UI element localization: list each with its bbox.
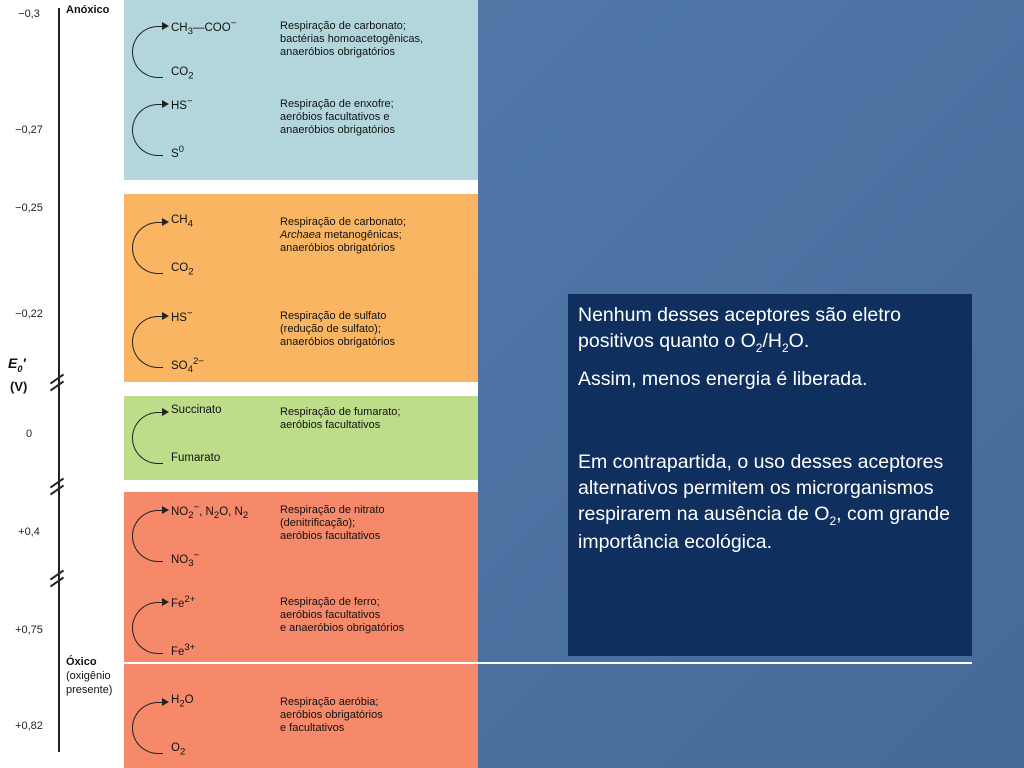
arrow-arc-icon	[132, 702, 163, 754]
pair-description: Respiração de carbonato; Archaea metanogênicas; anaeróbios obrigatórios	[280, 216, 406, 255]
redox-pair	[124, 212, 478, 282]
arrow-arc-icon	[132, 412, 163, 464]
arrow-arc-icon	[132, 222, 163, 274]
oxic-boundary-line	[124, 662, 972, 664]
tick-label: +0,75	[15, 624, 43, 636]
redox-pair	[124, 16, 478, 86]
chem-reduced: Succinato	[171, 404, 222, 416]
arrowhead-icon	[162, 312, 169, 320]
tick-label: −0,3	[18, 8, 40, 20]
pair-description: Respiração de enxofre; aeróbios facultativos e anaeróbios obrigatórios	[280, 98, 395, 137]
chem-reduced: HS−	[171, 308, 193, 324]
chem-oxidized: $NO_3^-$	[171, 550, 200, 570]
arrowhead-icon	[162, 22, 169, 30]
chem-reduced: $NO_2^-$, $N_2O$, $N_2$	[171, 502, 249, 522]
tick-label: +0,4	[18, 526, 40, 538]
axis-unit: (V)	[10, 379, 28, 394]
chem-oxidized: $Fe^{3+}$	[171, 642, 196, 658]
pair-description: Respiração de sulfato (redução de sulfato); anaeróbios obrigatórios	[280, 310, 395, 349]
arrow-arc-icon	[132, 602, 163, 654]
tick-label: −0,22	[15, 308, 43, 320]
arrow-arc-icon	[132, 26, 163, 78]
arrowhead-icon	[162, 218, 169, 226]
arrow-arc-icon	[132, 510, 163, 562]
redox-pair	[124, 94, 478, 164]
anoxic-label: Anóxico	[66, 4, 110, 16]
redox-pair	[124, 592, 478, 662]
textbox-paragraph-2: Assim, menos energia é liberada.	[578, 368, 868, 391]
explanation-textbox	[568, 294, 972, 656]
chem-oxidized: $SO_4^{2-}$	[171, 356, 204, 376]
axis-symbol: $E_0'$	[8, 355, 26, 374]
arrowhead-icon	[162, 408, 169, 416]
oxic-sublabel: presente)	[66, 684, 113, 696]
redox-diagram	[0, 0, 478, 768]
redox-pair	[124, 402, 478, 472]
chem-reduced: $CH_4$	[171, 214, 193, 230]
chem-oxidized: Fumarato	[171, 452, 221, 464]
arrow-arc-icon	[132, 316, 163, 368]
textbox-paragraph-3: Em contrapartida, o uso desses aceptores alternativos permitem os microrganismos respirarem na ausência de $O_2$, com grande importância ecológica.	[578, 450, 950, 554]
chem-oxidized: $CO_2$	[171, 262, 194, 278]
redox-pair	[124, 500, 478, 570]
chem-reduced: HS−	[171, 96, 193, 112]
textbox-paragraph-1: Nenhum desses aceptores são eletro positivos quanto o $O_2/H_2O$.	[578, 304, 902, 356]
oxic-label: Óxico	[66, 656, 97, 668]
axis-line	[58, 8, 60, 752]
redox-pair	[124, 692, 478, 762]
chem-reduced: $H_2O$	[171, 694, 194, 710]
tick-label: 0	[25, 428, 33, 440]
tick-label: −0,27	[15, 124, 43, 136]
chem-reduced: $CH_3—COO^-$	[171, 18, 237, 38]
arrowhead-icon	[162, 506, 169, 514]
italic-term: Archaea	[280, 229, 321, 242]
chem-oxidized: $S^0$	[171, 144, 184, 160]
pair-description: Respiração de carbonato; bactérias homoacetogênicas, anaeróbios obrigatórios	[280, 20, 424, 59]
arrow-arc-icon	[132, 104, 163, 156]
chem-reduced: $Fe^{2+}$	[171, 594, 196, 610]
chem-oxidized: $O_2$	[171, 742, 186, 758]
pair-description: Respiração aeróbia; aeróbios obrigatórios e facultativos	[280, 696, 383, 735]
tick-label: −0,25	[15, 202, 43, 214]
tick-label: +0,82	[15, 720, 43, 732]
pair-description: Respiração de ferro; aeróbios facultativos e anaeróbios obrigatórios	[280, 596, 405, 635]
chem-oxidized: $CO_2$	[171, 66, 194, 82]
redox-pair	[124, 306, 478, 376]
arrowhead-icon	[162, 598, 169, 606]
arrowhead-icon	[162, 100, 169, 108]
pair-description: Respiração de fumarato; aeróbios facultativos	[280, 406, 401, 432]
oxic-sublabel: (oxigênio	[66, 670, 111, 682]
arrowhead-icon	[162, 698, 169, 706]
pair-description: Respiração de nitrato (denitrificação); aeróbios facultativos	[280, 504, 385, 543]
